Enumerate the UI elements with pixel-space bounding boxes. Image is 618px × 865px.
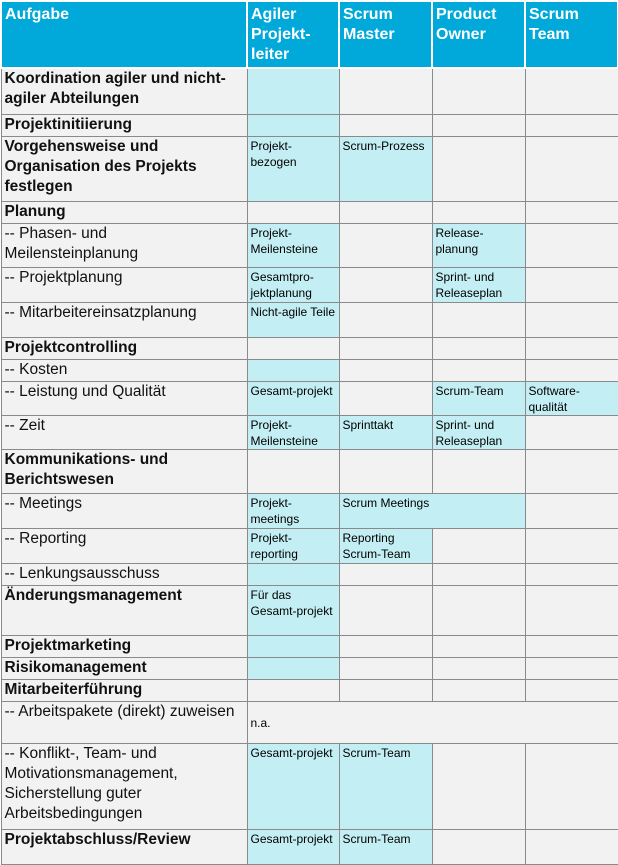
role-cell bbox=[432, 68, 525, 114]
task-cell: Risikomanagement bbox=[1, 657, 247, 679]
role-cell: Projekt-bezogen bbox=[247, 136, 339, 201]
role-cell bbox=[432, 657, 525, 679]
task-cell: -- Mitarbeitereinsatzplanung bbox=[1, 302, 247, 337]
header-line: Team bbox=[529, 26, 570, 43]
task-cell: -- Kosten bbox=[1, 359, 247, 381]
role-cell: Sprinttakt bbox=[339, 415, 432, 449]
task-cell: -- Arbeitspakete (direkt) zuweisen bbox=[1, 701, 247, 743]
role-cell bbox=[432, 302, 525, 337]
role-cell: Sprint- und Releaseplan bbox=[432, 415, 525, 449]
role-cell bbox=[247, 679, 339, 701]
role-cell: Gesamtpro-jektplanung bbox=[247, 267, 339, 302]
role-cell bbox=[525, 679, 618, 701]
header-scrum-team bbox=[525, 1, 618, 68]
table-row bbox=[1, 201, 618, 223]
header-line: leiter bbox=[251, 46, 290, 63]
role-cell bbox=[525, 829, 618, 864]
table-row bbox=[1, 223, 618, 267]
role-cell bbox=[247, 337, 339, 359]
role-cell bbox=[525, 337, 618, 359]
role-cell bbox=[339, 657, 432, 679]
role-cell bbox=[525, 136, 618, 201]
role-cell bbox=[525, 635, 618, 657]
task-cell: -- Leistung und Qualität bbox=[1, 381, 247, 415]
table-row bbox=[1, 635, 618, 657]
role-cell bbox=[525, 267, 618, 302]
table-row bbox=[1, 359, 618, 381]
task-cell: Projektcontrolling bbox=[1, 337, 247, 359]
table-row bbox=[1, 68, 618, 114]
task-cell: Vorgehensweise und Organisation des Projekts festlegen bbox=[1, 136, 247, 201]
header-line: Scrum bbox=[343, 6, 393, 23]
table-row bbox=[1, 701, 618, 743]
role-cell bbox=[247, 201, 339, 223]
header-line: Product bbox=[436, 6, 497, 23]
table-row bbox=[1, 493, 618, 528]
header-product-owner bbox=[432, 1, 525, 68]
role-cell: Scrum-Team bbox=[432, 381, 525, 415]
role-cell bbox=[432, 449, 525, 493]
role-cell bbox=[339, 585, 432, 635]
role-cell bbox=[339, 223, 432, 267]
table-row bbox=[1, 585, 618, 635]
role-cell bbox=[525, 657, 618, 679]
table-row bbox=[1, 381, 618, 415]
table-row bbox=[1, 528, 618, 563]
role-cell bbox=[525, 743, 618, 829]
not-applicable-cell: n.a. bbox=[247, 701, 618, 743]
table-row bbox=[1, 337, 618, 359]
role-cell: Scrum Meetings bbox=[339, 493, 525, 528]
role-cell: Scrum-Team bbox=[339, 743, 432, 829]
task-cell: -- Phasen- und Meilensteinplanung bbox=[1, 223, 247, 267]
role-cell bbox=[432, 136, 525, 201]
header-line: Aufgabe bbox=[5, 6, 69, 23]
role-cell bbox=[339, 302, 432, 337]
table-row bbox=[1, 449, 618, 493]
role-cell bbox=[432, 337, 525, 359]
role-cell bbox=[525, 493, 618, 528]
role-cell bbox=[339, 201, 432, 223]
task-cell: Projektabschluss/Review bbox=[1, 829, 247, 864]
task-cell: Projektinitiierung bbox=[1, 114, 247, 136]
table-row bbox=[1, 743, 618, 829]
role-cell bbox=[339, 114, 432, 136]
role-cell bbox=[525, 201, 618, 223]
task-cell: Koordination agiler und nicht-agiler Abteilungen bbox=[1, 68, 247, 114]
task-cell: Projektmarketing bbox=[1, 635, 247, 657]
task-cell: Planung bbox=[1, 201, 247, 223]
role-cell: Projekt-Meilensteine bbox=[247, 415, 339, 449]
role-cell bbox=[432, 114, 525, 136]
role-cell bbox=[432, 743, 525, 829]
role-cell bbox=[432, 585, 525, 635]
role-cell bbox=[432, 829, 525, 864]
role-cell: Reporting Scrum-Team bbox=[339, 528, 432, 563]
table-row bbox=[1, 302, 618, 337]
role-cell bbox=[525, 302, 618, 337]
role-cell bbox=[339, 635, 432, 657]
role-cell: Scrum-Team bbox=[339, 829, 432, 864]
role-cell bbox=[432, 635, 525, 657]
task-cell: Änderungsmanagement bbox=[1, 585, 247, 635]
role-cell bbox=[432, 679, 525, 701]
role-cell bbox=[339, 359, 432, 381]
role-cell bbox=[339, 381, 432, 415]
task-cell: Mitarbeiterführung bbox=[1, 679, 247, 701]
task-cell: -- Konflikt-, Team- und Motivationsmanagement, Sicherstellung guter Arbeitsbedingungen bbox=[1, 743, 247, 829]
role-cell: Nicht-agile Teile bbox=[247, 302, 339, 337]
header-row bbox=[1, 1, 618, 68]
task-cell: -- Meetings bbox=[1, 493, 247, 528]
task-cell: Kommunikations- und Berichtswesen bbox=[1, 449, 247, 493]
role-cell: Gesamt-projekt bbox=[247, 829, 339, 864]
table-row bbox=[1, 657, 618, 679]
table-row bbox=[1, 114, 618, 136]
header-line: Owner bbox=[436, 26, 486, 43]
role-cell bbox=[525, 68, 618, 114]
role-cell bbox=[525, 528, 618, 563]
role-cell bbox=[247, 114, 339, 136]
role-cell: Gesamt-projekt bbox=[247, 743, 339, 829]
role-cell: Projekt-Meilensteine bbox=[247, 223, 339, 267]
header-line: Agiler bbox=[251, 6, 297, 23]
role-cell bbox=[432, 201, 525, 223]
table-row bbox=[1, 563, 618, 585]
header-line: Projekt- bbox=[251, 26, 311, 43]
header-line: Scrum bbox=[529, 6, 579, 23]
table-row bbox=[1, 136, 618, 201]
role-cell bbox=[339, 68, 432, 114]
role-cell bbox=[432, 563, 525, 585]
role-cell bbox=[339, 337, 432, 359]
role-cell bbox=[247, 657, 339, 679]
role-cell bbox=[525, 563, 618, 585]
role-cell bbox=[525, 415, 618, 449]
header-line: Master bbox=[343, 26, 395, 43]
role-cell bbox=[247, 68, 339, 114]
role-cell: Für das Gesamt-projekt bbox=[247, 585, 339, 635]
role-cell: Software-qualität bbox=[525, 381, 618, 415]
table-row bbox=[1, 829, 618, 864]
role-cell bbox=[432, 359, 525, 381]
role-cell bbox=[339, 267, 432, 302]
role-cell: Projekt-meetings bbox=[247, 493, 339, 528]
task-cell: -- Projektplanung bbox=[1, 267, 247, 302]
role-cell bbox=[525, 223, 618, 267]
role-cell bbox=[339, 449, 432, 493]
role-cell: Release-planung bbox=[432, 223, 525, 267]
header-scrum-master bbox=[339, 1, 432, 68]
header-aufgabe bbox=[1, 1, 247, 68]
role-cell bbox=[247, 359, 339, 381]
table-row bbox=[1, 267, 618, 302]
role-cell: Projekt-reporting bbox=[247, 528, 339, 563]
role-cell bbox=[247, 449, 339, 493]
role-cell bbox=[525, 585, 618, 635]
table-row bbox=[1, 415, 618, 449]
task-cell: -- Lenkungsausschuss bbox=[1, 563, 247, 585]
table-row bbox=[1, 679, 618, 701]
role-cell bbox=[339, 679, 432, 701]
task-cell: -- Reporting bbox=[1, 528, 247, 563]
role-cell bbox=[525, 114, 618, 136]
role-cell bbox=[247, 635, 339, 657]
header-agiler-projektleiter bbox=[247, 1, 339, 68]
role-cell: Sprint- und Releaseplan bbox=[432, 267, 525, 302]
role-cell bbox=[432, 528, 525, 563]
task-cell: -- Zeit bbox=[1, 415, 247, 449]
role-cell bbox=[525, 449, 618, 493]
role-cell bbox=[525, 359, 618, 381]
role-cell bbox=[247, 563, 339, 585]
role-cell: Scrum-Prozess bbox=[339, 136, 432, 201]
role-cell: Gesamt-projekt bbox=[247, 381, 339, 415]
role-cell bbox=[339, 563, 432, 585]
